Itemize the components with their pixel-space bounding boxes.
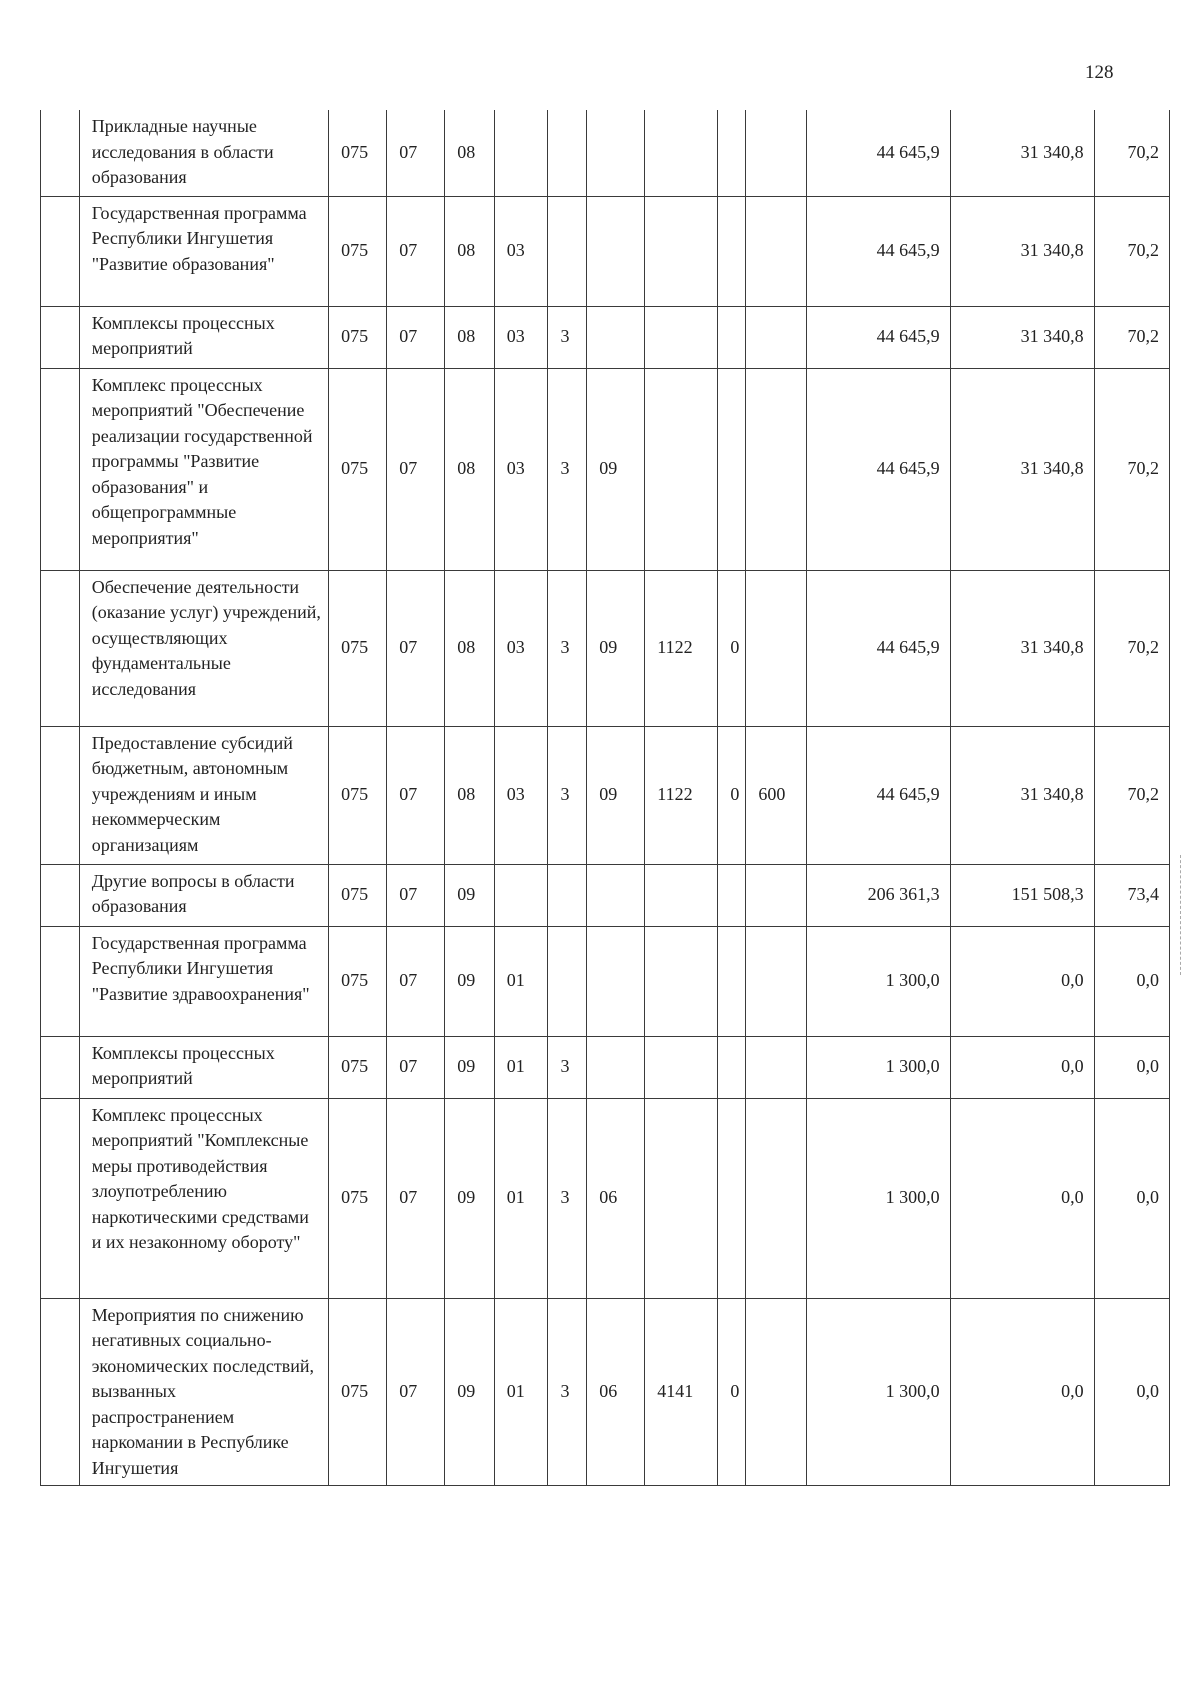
- code-cell-5: [587, 1036, 645, 1098]
- code-cell-6: [645, 926, 718, 1036]
- table-row: [41, 864, 1170, 926]
- code-cell-0: 075: [329, 1098, 387, 1298]
- actual-value: 0,0: [950, 1036, 1094, 1098]
- code-cell-1: 07: [387, 1098, 445, 1298]
- row-name: Государственная программа Республики Ингушетия "Развитие здравоохранения": [79, 926, 328, 1036]
- code-cell-8: [746, 570, 806, 726]
- code-cell-1: 07: [387, 570, 445, 726]
- percent-value: 70,2: [1094, 726, 1169, 864]
- row-name: Мероприятия по снижению негативных социально-экономических последствий, вызванных распространением наркомании в Республике Ингушетия: [79, 1298, 328, 1486]
- row-index-cell: [41, 110, 80, 196]
- code-cell-1: 07: [387, 726, 445, 864]
- code-cell-8: [746, 864, 806, 926]
- code-cell-0: 075: [329, 1036, 387, 1098]
- percent-value: 70,2: [1094, 110, 1169, 196]
- code-cell-1: 07: [387, 926, 445, 1036]
- code-cell-3: [494, 864, 548, 926]
- budget-table: [40, 110, 1170, 1486]
- code-cell-6: 1122: [645, 726, 718, 864]
- table-row: [41, 110, 1170, 196]
- code-cell-0: 075: [329, 864, 387, 926]
- code-cell-6: [645, 1098, 718, 1298]
- row-index-cell: [41, 926, 80, 1036]
- row-name: Комплекс процессных мероприятий "Комплексные меры противодействия злоупотреблению наркотическими средствами и их незаконному обороту": [79, 1098, 328, 1298]
- code-cell-5: 09: [587, 570, 645, 726]
- code-cell-4: [548, 864, 587, 926]
- row-name: Прикладные научные исследования в области образования: [79, 110, 328, 196]
- code-cell-7: [718, 1036, 746, 1098]
- code-cell-3: 01: [494, 1036, 548, 1098]
- code-cell-8: [746, 926, 806, 1036]
- actual-value: 31 340,8: [950, 196, 1094, 306]
- code-cell-1: 07: [387, 110, 445, 196]
- code-cell-5: 06: [587, 1298, 645, 1486]
- row-name: Обеспечение деятельности (оказание услуг) учреждений, осуществляющих фундаментальные исследования: [79, 570, 328, 726]
- code-cell-4: 3: [548, 570, 587, 726]
- plan-value: 1 300,0: [806, 1298, 950, 1486]
- scan-edge-marks: [1180, 855, 1182, 975]
- plan-value: 44 645,9: [806, 726, 950, 864]
- code-cell-3: 03: [494, 306, 548, 368]
- table-row: [41, 1298, 1170, 1486]
- row-name: Другие вопросы в области образования: [79, 864, 328, 926]
- code-cell-4: 3: [548, 1036, 587, 1098]
- code-cell-5: [587, 926, 645, 1036]
- code-cell-6: [645, 864, 718, 926]
- row-index-cell: [41, 368, 80, 570]
- percent-value: 70,2: [1094, 368, 1169, 570]
- code-cell-1: 07: [387, 1036, 445, 1098]
- actual-value: 0,0: [950, 1298, 1094, 1486]
- code-cell-1: 07: [387, 306, 445, 368]
- code-cell-0: 075: [329, 368, 387, 570]
- code-cell-3: 01: [494, 1098, 548, 1298]
- plan-value: 44 645,9: [806, 570, 950, 726]
- code-cell-4: 3: [548, 1098, 587, 1298]
- row-name: Предоставление субсидий бюджетным, автономным учреждениям и иным некоммерческим организациям: [79, 726, 328, 864]
- actual-value: 31 340,8: [950, 110, 1094, 196]
- code-cell-6: 1122: [645, 570, 718, 726]
- percent-value: 0,0: [1094, 926, 1169, 1036]
- code-cell-5: [587, 306, 645, 368]
- code-cell-2: 09: [445, 1298, 494, 1486]
- code-cell-2: 09: [445, 1098, 494, 1298]
- row-name: Комплексы процессных мероприятий: [79, 306, 328, 368]
- code-cell-8: [746, 306, 806, 368]
- table-row: [41, 306, 1170, 368]
- actual-value: 31 340,8: [950, 306, 1094, 368]
- plan-value: 44 645,9: [806, 196, 950, 306]
- code-cell-3: 01: [494, 926, 548, 1036]
- code-cell-5: 09: [587, 726, 645, 864]
- table-row: [41, 570, 1170, 726]
- code-cell-8: [746, 110, 806, 196]
- code-cell-7: [718, 1098, 746, 1298]
- actual-value: 0,0: [950, 1098, 1094, 1298]
- row-index-cell: [41, 570, 80, 726]
- code-cell-6: [645, 368, 718, 570]
- code-cell-8: [746, 1098, 806, 1298]
- code-cell-7: [718, 306, 746, 368]
- code-cell-3: [494, 110, 548, 196]
- percent-value: 0,0: [1094, 1036, 1169, 1098]
- table-body: [41, 110, 1170, 1486]
- code-cell-4: [548, 110, 587, 196]
- table-row: [41, 926, 1170, 1036]
- code-cell-0: 075: [329, 306, 387, 368]
- code-cell-2: 08: [445, 570, 494, 726]
- code-cell-4: 3: [548, 306, 587, 368]
- plan-value: 1 300,0: [806, 1036, 950, 1098]
- page-number: 128: [1085, 62, 1114, 83]
- row-index-cell: [41, 1098, 80, 1298]
- code-cell-5: [587, 110, 645, 196]
- code-cell-7: 0: [718, 570, 746, 726]
- code-cell-2: 08: [445, 196, 494, 306]
- code-cell-4: 3: [548, 726, 587, 864]
- code-cell-8: [746, 1036, 806, 1098]
- actual-value: 151 508,3: [950, 864, 1094, 926]
- percent-value: 70,2: [1094, 306, 1169, 368]
- actual-value: 31 340,8: [950, 726, 1094, 864]
- code-cell-0: 075: [329, 196, 387, 306]
- code-cell-3: 03: [494, 368, 548, 570]
- code-cell-4: [548, 926, 587, 1036]
- percent-value: 70,2: [1094, 570, 1169, 726]
- row-index-cell: [41, 726, 80, 864]
- table-row: [41, 196, 1170, 306]
- code-cell-8: [746, 1298, 806, 1486]
- table-row: [41, 1036, 1170, 1098]
- code-cell-4: 3: [548, 368, 587, 570]
- code-cell-3: 01: [494, 1298, 548, 1486]
- code-cell-2: 08: [445, 110, 494, 196]
- code-cell-2: 08: [445, 368, 494, 570]
- code-cell-6: [645, 1036, 718, 1098]
- code-cell-1: 07: [387, 1298, 445, 1486]
- code-cell-6: [645, 306, 718, 368]
- code-cell-7: [718, 196, 746, 306]
- row-name: Комплексы процессных мероприятий: [79, 1036, 328, 1098]
- code-cell-0: 075: [329, 1298, 387, 1486]
- code-cell-2: 08: [445, 306, 494, 368]
- actual-value: 31 340,8: [950, 570, 1094, 726]
- code-cell-4: 3: [548, 1298, 587, 1486]
- code-cell-0: 075: [329, 570, 387, 726]
- code-cell-2: 08: [445, 726, 494, 864]
- code-cell-3: 03: [494, 570, 548, 726]
- code-cell-8: [746, 196, 806, 306]
- code-cell-8: 600: [746, 726, 806, 864]
- code-cell-0: 075: [329, 110, 387, 196]
- code-cell-3: 03: [494, 196, 548, 306]
- code-cell-7: [718, 926, 746, 1036]
- code-cell-0: 075: [329, 726, 387, 864]
- code-cell-5: 09: [587, 368, 645, 570]
- code-cell-8: [746, 368, 806, 570]
- code-cell-1: 07: [387, 196, 445, 306]
- plan-value: 44 645,9: [806, 306, 950, 368]
- code-cell-5: [587, 864, 645, 926]
- percent-value: 0,0: [1094, 1298, 1169, 1486]
- code-cell-6: 4141: [645, 1298, 718, 1486]
- row-name: Государственная программа Республики Ингушетия "Развитие образования": [79, 196, 328, 306]
- code-cell-7: 0: [718, 726, 746, 864]
- code-cell-7: [718, 864, 746, 926]
- row-index-cell: [41, 864, 80, 926]
- code-cell-7: [718, 368, 746, 570]
- code-cell-2: 09: [445, 926, 494, 1036]
- code-cell-6: [645, 196, 718, 306]
- row-name: Комплекс процессных мероприятий "Обеспечение реализации государственной программы "Развитие образования" и общепрограммные мероприятия": [79, 368, 328, 570]
- actual-value: 31 340,8: [950, 368, 1094, 570]
- percent-value: 0,0: [1094, 1098, 1169, 1298]
- code-cell-5: [587, 196, 645, 306]
- percent-value: 73,4: [1094, 864, 1169, 926]
- plan-value: 44 645,9: [806, 110, 950, 196]
- code-cell-5: 06: [587, 1098, 645, 1298]
- code-cell-0: 075: [329, 926, 387, 1036]
- percent-value: 70,2: [1094, 196, 1169, 306]
- code-cell-4: [548, 196, 587, 306]
- actual-value: 0,0: [950, 926, 1094, 1036]
- plan-value: 1 300,0: [806, 1098, 950, 1298]
- code-cell-6: [645, 110, 718, 196]
- plan-value: 44 645,9: [806, 368, 950, 570]
- plan-value: 206 361,3: [806, 864, 950, 926]
- row-index-cell: [41, 1298, 80, 1486]
- table-row: [41, 726, 1170, 864]
- row-index-cell: [41, 1036, 80, 1098]
- table-row: [41, 1098, 1170, 1298]
- table-row: [41, 368, 1170, 570]
- code-cell-2: 09: [445, 864, 494, 926]
- row-index-cell: [41, 306, 80, 368]
- plan-value: 1 300,0: [806, 926, 950, 1036]
- code-cell-7: [718, 110, 746, 196]
- code-cell-2: 09: [445, 1036, 494, 1098]
- code-cell-1: 07: [387, 864, 445, 926]
- code-cell-1: 07: [387, 368, 445, 570]
- code-cell-7: 0: [718, 1298, 746, 1486]
- row-index-cell: [41, 196, 80, 306]
- code-cell-3: 03: [494, 726, 548, 864]
